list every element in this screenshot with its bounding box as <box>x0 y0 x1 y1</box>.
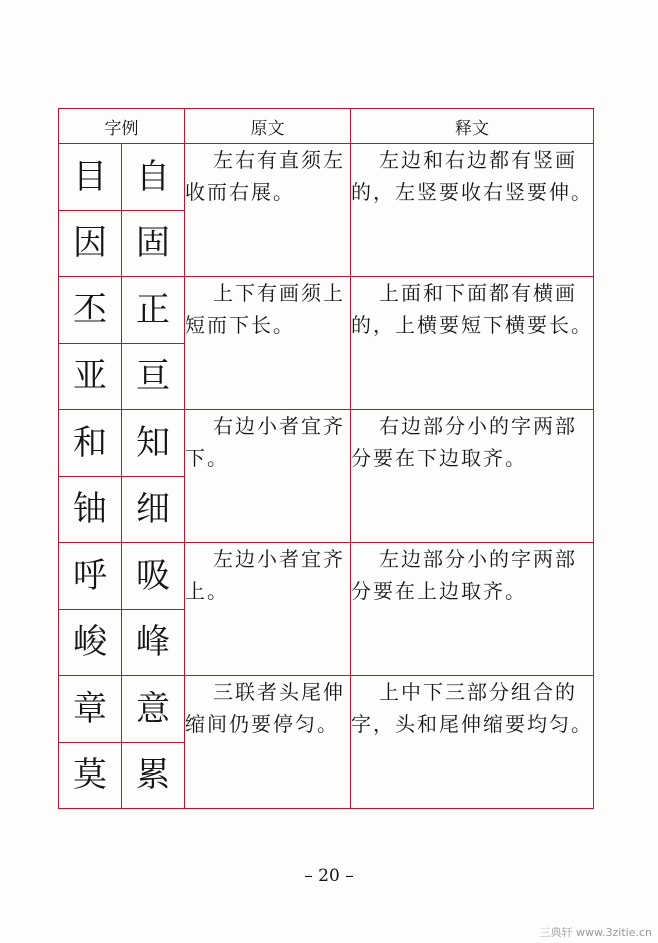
example-char: 亚 <box>59 343 122 410</box>
watermark: 三典轩 www.3zitie.cn <box>539 926 652 939</box>
example-char: 和 <box>59 410 122 477</box>
example-char: 正 <box>122 277 185 344</box>
example-char: 意 <box>122 676 185 743</box>
explanation-text-cell <box>351 676 594 809</box>
example-char: 固 <box>122 210 185 277</box>
page-number: – 20 – <box>304 866 354 886</box>
example-char: 细 <box>122 476 185 543</box>
example-char: 峻 <box>59 609 122 676</box>
header-row <box>59 109 594 144</box>
original-text-cell <box>185 277 351 410</box>
original-text: 左右有直须左收而右展。 <box>185 148 345 204</box>
example-char: 莫 <box>59 742 122 809</box>
explanation-text-cell <box>351 277 594 410</box>
original-text: 左边小者宜齐上。 <box>185 547 345 603</box>
example-char: 亘 <box>122 343 185 410</box>
original-text: 右边小者宜齐下。 <box>185 414 345 470</box>
example-char: 章 <box>59 676 122 743</box>
example-char: 丕 <box>59 277 122 344</box>
original-text-cell <box>185 410 351 543</box>
explanation-text: 上面和下面都有横画的，上横要短下横要长。 <box>351 281 593 337</box>
example-char: 知 <box>122 410 185 477</box>
table-row <box>59 277 594 344</box>
example-char: 铀 <box>59 476 122 543</box>
header-explanation: 释文 <box>351 109 594 144</box>
original-text: 三联者头尾伸缩间仍要停匀。 <box>185 680 345 736</box>
explanation-text: 上中下三部分组合的字，头和尾伸缩要均匀。 <box>351 680 593 736</box>
example-char: 呼 <box>59 543 122 610</box>
example-char: 吸 <box>122 543 185 610</box>
table-row <box>59 543 594 610</box>
example-char: 峰 <box>122 609 185 676</box>
header-original: 原文 <box>185 109 351 144</box>
explanation-text: 左边和右边都有竖画的，左竖要收右竖要伸。 <box>351 148 593 204</box>
calligraphy-table <box>58 108 594 809</box>
example-char: 自 <box>122 144 185 211</box>
table-row <box>59 676 594 743</box>
example-char: 目 <box>59 144 122 211</box>
original-text: 上下有画须上短而下长。 <box>185 281 345 337</box>
explanation-text: 左边部分小的字两部分要在上边取齐。 <box>351 547 577 603</box>
example-char: 累 <box>122 742 185 809</box>
original-text-cell <box>185 144 351 277</box>
explanation-text-cell <box>351 543 594 676</box>
explanation-text-cell <box>351 144 594 277</box>
table-row <box>59 410 594 477</box>
explanation-text-cell <box>351 410 594 543</box>
example-char: 因 <box>59 210 122 277</box>
table-row <box>59 144 594 211</box>
original-text-cell <box>185 676 351 809</box>
original-text-cell <box>185 543 351 676</box>
explanation-text: 右边部分小的字两部分要在下边取齐。 <box>351 414 577 470</box>
header-examples: 字例 <box>59 109 185 144</box>
